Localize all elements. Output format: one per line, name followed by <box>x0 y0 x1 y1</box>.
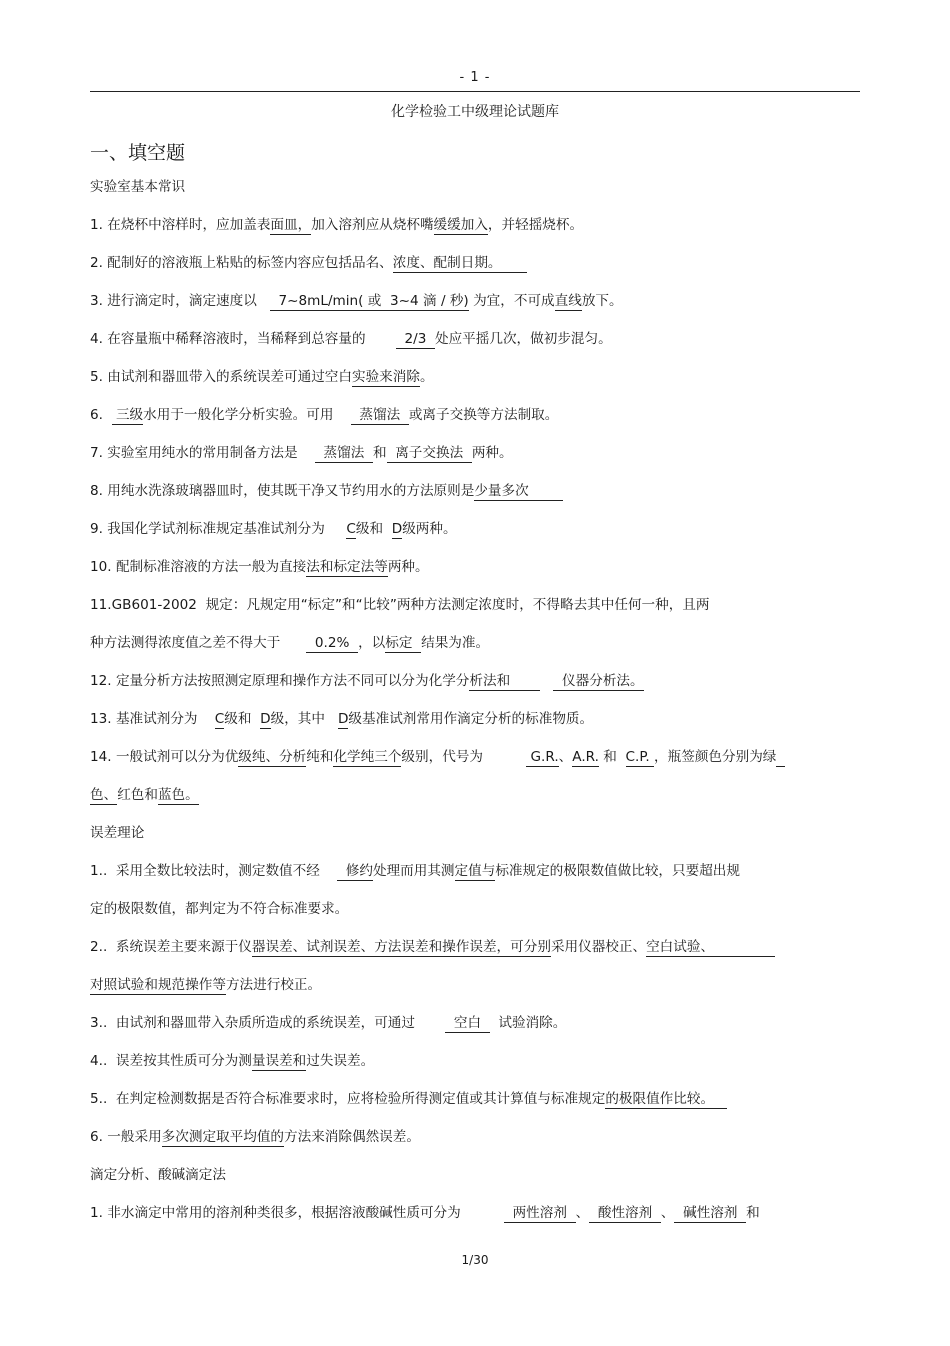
question-text: 级别，代号为 <box>401 749 527 765</box>
answer-blank: 蓝色。 <box>157 787 199 803</box>
answer-blank: 蒸馏法 <box>314 445 373 461</box>
question-line <box>90 400 862 438</box>
question-text: 滴定分析、酸碱滴定法 <box>90 1167 226 1183</box>
question-text: 5.. 在判定检测数据是否符合标准要求时，应将检验所得测定值或其计算值与标准规定 <box>90 1091 606 1107</box>
question-text: 过失误差。 <box>306 1053 375 1069</box>
answer-blank: 面皿， <box>270 217 312 233</box>
question-line <box>90 248 862 286</box>
question-text: 种方法测得浓度值之差不得大于 <box>90 635 307 651</box>
question-text: ，瓶签颜色分别为绿 <box>654 749 777 765</box>
question-text: 8. 用纯水洗涤玻璃器皿时，使其既干净又节约用水的方法原则是 <box>90 483 475 499</box>
question-line <box>90 780 862 818</box>
question-line <box>90 590 862 628</box>
question-text: 6. 一般采用 <box>90 1129 162 1145</box>
question-text: 级和 <box>355 521 392 537</box>
question-line <box>90 362 862 400</box>
question-text: 和 <box>372 445 387 461</box>
question-line <box>90 932 862 970</box>
subsection-heading <box>90 818 862 856</box>
answer-blank: 离子交换法 <box>386 445 472 461</box>
answer-blank: 缓缓加入 <box>433 217 488 233</box>
answer-blank: 两性溶剂 <box>503 1205 576 1221</box>
subsection-heading <box>90 172 862 210</box>
answer-blank: C <box>346 521 356 537</box>
question-text: 级两种。 <box>402 521 457 537</box>
answer-blank: 定值与 <box>454 863 496 879</box>
question-text: 1.. 采用全数比较法时，测定数值不经 <box>90 863 338 879</box>
question-text: 纯和 <box>306 749 334 765</box>
answer-blank: 少量多次 <box>474 483 564 499</box>
answer-blank: D <box>260 711 271 727</box>
answer-blank: 空白 <box>445 1015 490 1031</box>
question-text: 处应平摇几次，做初步混匀。 <box>435 331 612 347</box>
question-text: ，并轻摇烧杯。 <box>487 217 584 233</box>
question-text <box>540 673 553 689</box>
question-line <box>90 1084 862 1122</box>
answer-blank <box>776 749 785 767</box>
question-text: 试验消除。 <box>489 1015 567 1031</box>
question-text: 方法进行校正。 <box>225 977 322 993</box>
question-text: 处理而用其测 <box>372 863 455 879</box>
question-text: 。 <box>419 369 434 385</box>
question-text: 实验室基本常识 <box>90 179 186 195</box>
answer-blank: 修约 <box>337 863 373 879</box>
question-list <box>90 172 862 1236</box>
answer-blank: 的极限值作比较。 <box>605 1091 728 1107</box>
question-text: 采用仪器校正、 <box>550 939 647 955</box>
document-title: 化学检验工中级理论试题库 <box>391 104 559 120</box>
question-line <box>90 476 862 514</box>
question-text: 两种。 <box>471 445 513 461</box>
question-text: 定的极限数值，都判定为不符合标准要求。 <box>90 901 349 917</box>
question-line <box>90 856 862 894</box>
section-heading: 一、填空题 <box>90 142 186 164</box>
question-text: 放下。 <box>581 293 623 309</box>
question-line <box>90 1122 862 1160</box>
answer-blank: 7~8mL/min( 或 3~4 滴 / 秒) <box>269 293 469 309</box>
question-line <box>90 210 862 248</box>
answer-blank: 化学纯三个 <box>333 749 402 765</box>
question-text: 14. 一般试剂可以分为优 <box>90 749 239 765</box>
question-text: 级和 <box>224 711 261 727</box>
question-text: 误差理论 <box>90 825 145 841</box>
question-text: ，以 <box>358 635 386 651</box>
question-text: 12. 定量分析方法按照测定原理和操作方法不同可以分为化学分 <box>90 673 470 689</box>
answer-blank: 0.2% <box>306 635 359 651</box>
question-line <box>90 894 862 932</box>
question-line <box>90 704 862 742</box>
question-text: 级，其中 <box>270 711 338 727</box>
question-text: 6. <box>90 407 112 423</box>
page-marker: - 1 - <box>459 70 491 85</box>
question-line <box>90 324 862 362</box>
answer-blank: 多次测定取平均值的 <box>161 1129 285 1145</box>
question-text: 5. 由试剂和器皿带入的系统误差可通过空白 <box>90 369 352 385</box>
answer-blank: 法和标定法等 <box>306 559 388 575</box>
question-text: 和 <box>598 749 626 765</box>
answer-blank: 析法和 <box>469 673 541 689</box>
question-text: 3.. 由试剂和器皿带入杂质所造成的系统误差，可通过 <box>90 1015 446 1031</box>
answer-blank: C.P. <box>625 749 655 765</box>
answer-blank: 色、 <box>90 787 118 803</box>
question-text: 、 <box>575 1205 590 1221</box>
question-text: 2. 配制好的溶液瓶上粘贴的标签内容应包括品名、 <box>90 255 393 271</box>
question-text: 2.. 系统误差主要来源于仪 <box>90 939 252 955</box>
question-line <box>90 286 862 324</box>
question-text: 7. 实验室用纯水的常用制备方法是 <box>90 445 315 461</box>
answer-blank: 三级 <box>111 407 144 423</box>
answer-blank: 仪器分析法。 <box>553 673 644 689</box>
question-text: 4. 在容量瓶中稀释溶液时，当稀释到总容量的 <box>90 331 396 347</box>
question-line <box>90 514 862 552</box>
question-text: 4.. 误差按其性质可分为测 <box>90 1053 252 1069</box>
question-text: 结果为准。 <box>421 635 490 651</box>
answer-blank: 空白试验、 <box>646 939 775 955</box>
question-line <box>90 1008 862 1046</box>
answer-blank: D <box>337 711 349 727</box>
answer-blank: 级纯、分析 <box>238 749 307 765</box>
question-line <box>90 438 862 476</box>
answer-blank: 酸性溶剂 <box>589 1205 661 1221</box>
answer-blank: 直线 <box>554 293 582 309</box>
question-text: 1. 非水滴定中常用的溶剂种类很多，根据溶液酸碱性质可分为 <box>90 1205 504 1221</box>
question-line <box>90 552 862 590</box>
question-text: 1. 在烧杯中溶样时，应加盖表 <box>90 217 271 233</box>
question-text: 11.GB601-2002 规定：凡规定用“标定”和“比较”两种方法测定浓度时，不得略去其中任何一种，且两 <box>90 597 710 613</box>
question-text: 13. 基准试剂分为 <box>90 711 215 727</box>
answer-blank: 浓度、配制日期。 <box>392 255 528 271</box>
answer-blank: 2/3 <box>395 331 435 347</box>
question-text: 两种。 <box>387 559 429 575</box>
question-text: 红色和 <box>117 787 158 803</box>
question-line <box>90 1198 862 1236</box>
question-text: 级基准试剂常用作滴定分析的标准物质。 <box>348 711 594 727</box>
question-text: 方法来消除偶然误差。 <box>284 1129 420 1145</box>
answer-blank: 标定 <box>385 635 422 651</box>
page-count: 1/30 <box>461 1253 489 1267</box>
question-line <box>90 666 862 704</box>
answer-blank: 对照试验和规范操作等 <box>90 977 226 993</box>
answer-blank: A.R. <box>572 749 599 765</box>
header-rule <box>90 91 860 92</box>
answer-blank: 蒸馏法 <box>350 407 409 423</box>
question-line <box>90 970 862 1008</box>
question-text: 、 <box>558 749 573 765</box>
answer-blank: G.R. <box>526 749 559 765</box>
question-line <box>90 1046 862 1084</box>
subsection-heading <box>90 1160 862 1198</box>
question-line <box>90 628 862 666</box>
question-text: 为宜，不可成 <box>468 293 555 309</box>
question-text: 或离子交换等方法制取。 <box>408 407 559 423</box>
question-text: 10. 配制标准溶液的方法一般为直接 <box>90 559 307 575</box>
question-text: 9. 我国化学试剂标准规定基准试剂分为 <box>90 521 347 537</box>
question-text: 加入溶剂应从烧杯嘴 <box>311 217 434 233</box>
answer-blank: C <box>214 711 225 727</box>
question-text: 和 <box>746 1205 760 1221</box>
answer-blank: D <box>391 521 403 537</box>
question-text: 、 <box>660 1205 675 1221</box>
answer-blank: 量误差和 <box>251 1053 307 1069</box>
question-text: 水用于一般化学分析实验。可用 <box>143 407 351 423</box>
answer-blank: 器误差、试剂误差、方法误差和操作误差，可分别 <box>251 939 551 955</box>
question-line <box>90 742 862 780</box>
answer-blank: 碱性溶剂 <box>674 1205 747 1221</box>
answer-blank: 实验来消除 <box>351 369 420 385</box>
question-text: 标准规定的极限数值做比较，只要超出规 <box>495 863 740 879</box>
question-text: 3. 进行滴定时，滴定速度以 <box>90 293 270 309</box>
